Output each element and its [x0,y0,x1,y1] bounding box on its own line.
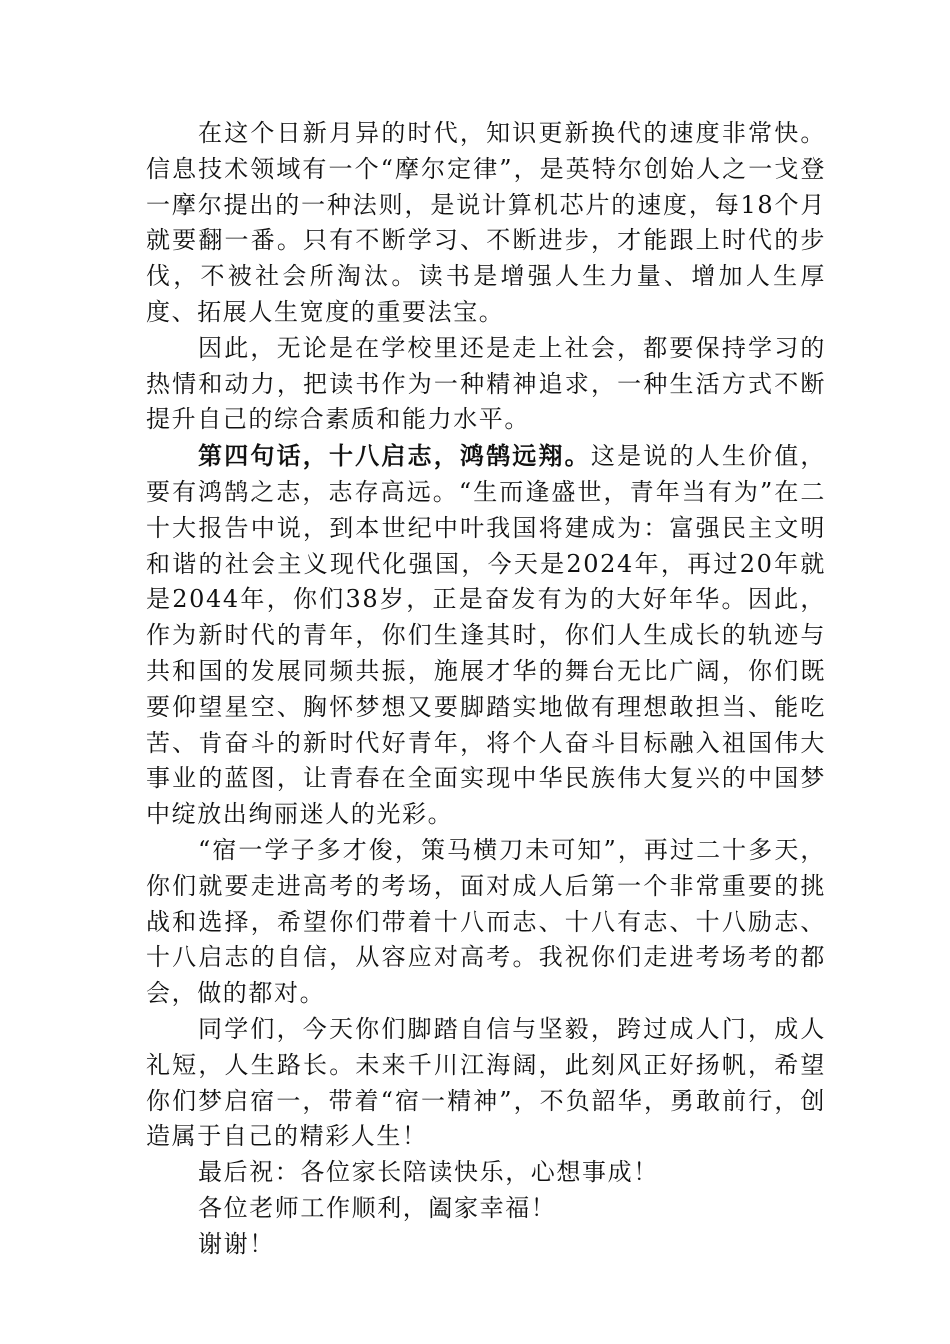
paragraph-fourth-point [146,438,826,833]
paragraph-knowledge-update [146,116,826,331]
paragraph-gaokao [146,833,826,1012]
paragraph-bold-heading: 第四句话，十八启志，鸿鹄远翔。 [198,441,591,471]
document-page [146,116,826,1263]
closing-thanks: 谢谢！ [198,1229,275,1258]
paragraph-text: “宿一学子多才俊，策马横刀未可知”，再过二十多天，你们就要走进高考的考场，面对成人后第一个非常重要的挑战和选择，希望你们带着十八而志、十八有志、十八励志、十八启志的自信，从容应对高考。我祝你们走进考场考的都会，做的都对。 [146,835,826,1008]
paragraph-text: 同学们，今天你们脚踏自信与坚毅，跨过成人门，成人礼短，人生路长。未来千川江海阔，此刻风正好扬帆，希望你们梦启宿一，带着“宿一精神”，不负韶华，勇敢前行，创造属于自己的精彩人生！ [146,1014,826,1151]
paragraph-keep-learning [146,331,826,438]
closing-wish-teachers: 各位老师工作顺利，阖家幸福！ [198,1193,557,1222]
paragraph-classmates [146,1012,826,1155]
paragraph-text: 在这个日新月异的时代，知识更新换代的速度非常快。信息技术领域有一个“摩尔定律”，是英特尔创始人之一戈登一摩尔提出的一种法则，是说计算机芯片的速度，每18个月就要翻一番。只有不断学习、不断进步，才能跟上时代的步伐，不被社会所淘汰。读书是增强人生力量、增加人生厚度、拓展人生宽度的重要法宝。 [146,119,826,326]
paragraph-text: 因此，无论是在学校里还是走上社会，都要保持学习的热情和动力，把读书作为一种精神追求，一种生活方式不断提升自己的综合素质和能力水平。 [146,333,826,434]
paragraph-text: 这是说的人生价值，要有鸿鹄之志，志存高远。“生而逢盛世，青年当有为”在二十大报告中说，到本世纪中叶我国将建成为：富强民主文明和谐的社会主义现代化强国，今天是2024年，再过20年就是2044年，你们38岁，正是奋发有为的大好年华。因此，作为新时代的青年，你们生逢其时，你们人生成长的轨迹与共和国的发展同频共振，施展才华的舞台无比广阔，你们既要仰望星空、胸怀梦想又要脚踏实地做有理想敢担当、能吃苦、肯奋斗的新时代好青年，将个人奋斗目标融入祖国伟大事业的蓝图，让青春在全面实现中华民族伟大复兴的中国梦中绽放出绚丽迷人的光彩。 [146,442,827,829]
closing-wish-parents: 最后祝：各位家长陪读快乐，心想事成！ [198,1158,659,1187]
